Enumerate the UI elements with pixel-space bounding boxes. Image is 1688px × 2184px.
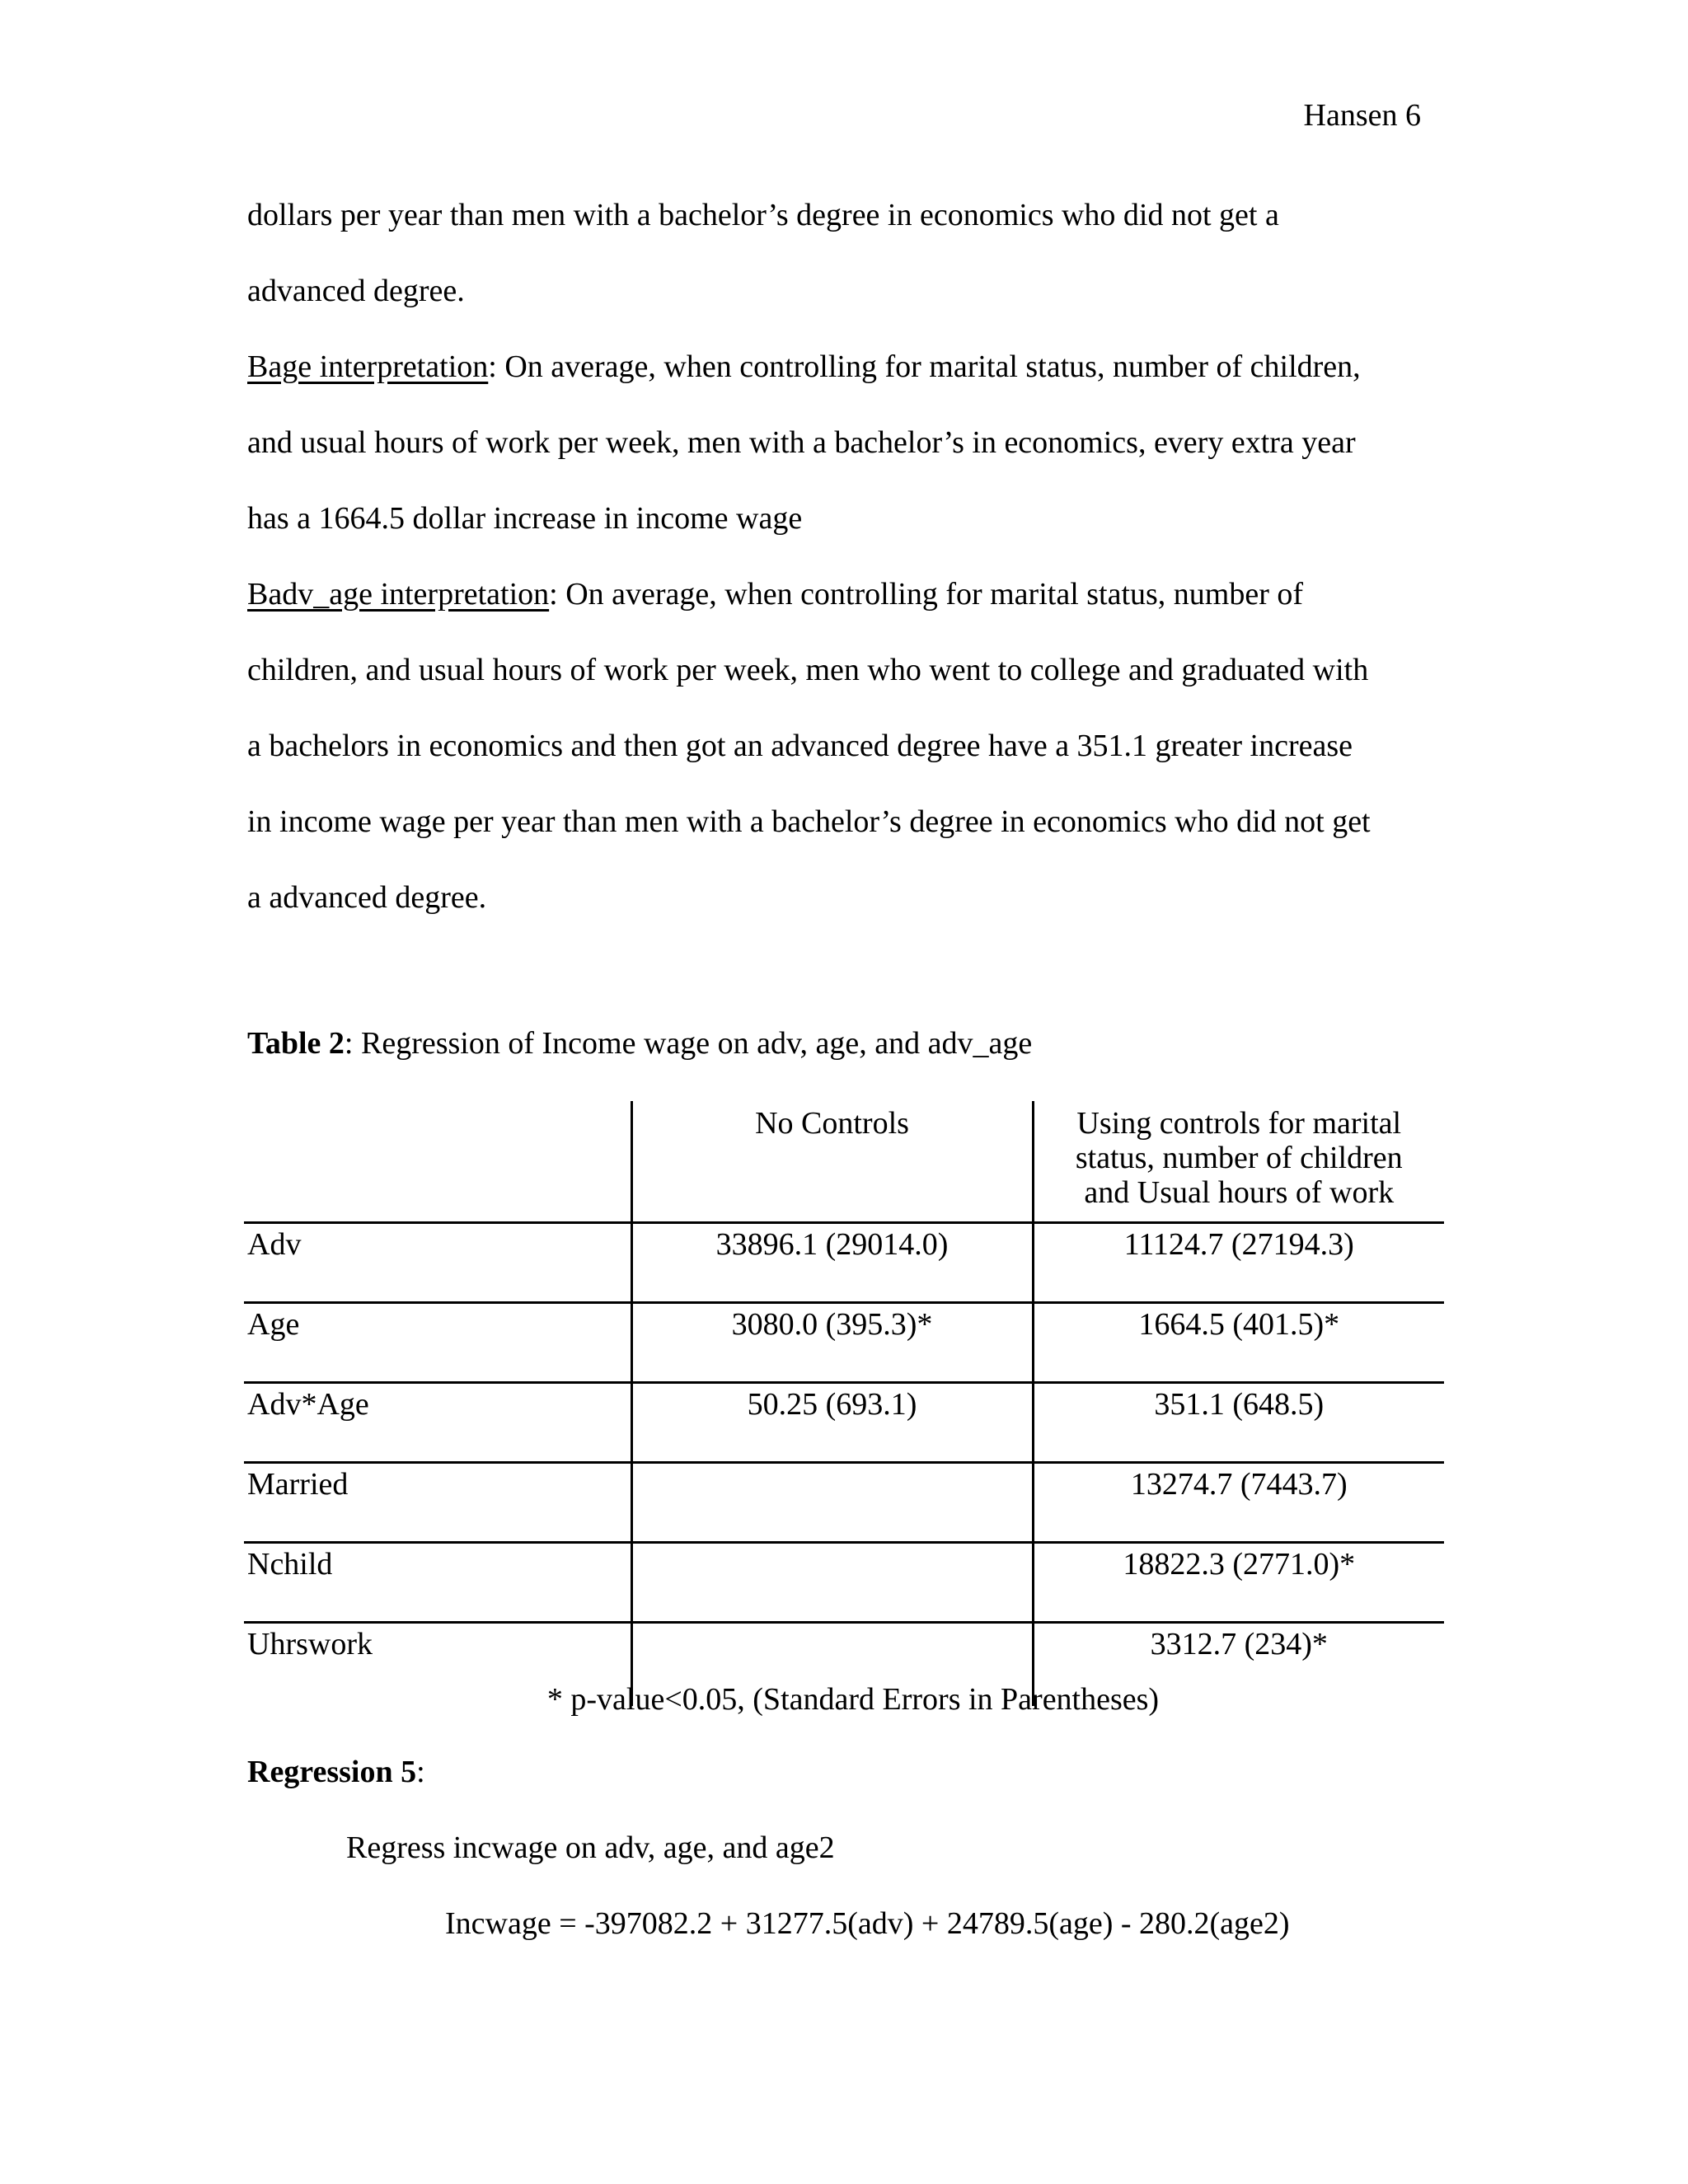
bage-paragraph-line-1 [247, 351, 1361, 382]
body-line-1: dollars per year than men with a bachelor’s degree in economics who did not get a [247, 198, 1279, 232]
table-row [244, 1463, 1444, 1543]
row-label: Adv [247, 1227, 302, 1262]
table-row [244, 1303, 1444, 1383]
badv-label: Badv_age interpretation [247, 577, 550, 612]
cell-controls: 18822.3 (2771.0)* [1123, 1547, 1356, 1582]
table-row [244, 1543, 1444, 1623]
table-row [244, 1383, 1444, 1463]
cell-no-controls [631, 1543, 1033, 1623]
header-cell-controls: Using controls for marital status, number of children and Usual hours of work [1075, 1106, 1403, 1210]
badv-paragraph-line-3: a bachelors in economics and then got an advanced degree have a 351.1 greater increase [247, 729, 1353, 763]
cell-no-controls: 33896.1 (29014.0) [631, 1223, 1033, 1303]
badv-paragraph-line-5: a advanced degree. [247, 880, 487, 915]
table-footnote: * p-value<0.05, (Standard Errors in Parentheses) [546, 1682, 1160, 1717]
row-label: Uhrswork [247, 1627, 373, 1661]
cell-controls: 3312.7 (234)* [1150, 1627, 1328, 1661]
table-header-row [244, 1101, 1444, 1223]
bage-text-1: : On average, when controlling for marital status, number of children, [488, 349, 1361, 384]
badv-paragraph-line-1 [247, 579, 1303, 610]
row-label: Nchild [247, 1547, 333, 1582]
cell-controls: 351.1 (648.5) [1154, 1387, 1325, 1422]
bage-paragraph-line-3: has a 1664.5 dollar increase in income wage [247, 501, 803, 536]
running-head: Hansen 6 [1303, 98, 1421, 133]
regression-5-description: Regress incwage on adv, age, and age2 [346, 1830, 835, 1865]
badv-text-1: : On average, when controlling for marital status, number of [549, 577, 1304, 612]
table-caption-label: Table 2 [247, 1026, 345, 1061]
cell-no-controls: 3080.0 (395.3)* [631, 1303, 1033, 1383]
regression-5-colon: : [416, 1755, 425, 1789]
bage-paragraph-line-2: and usual hours of work per week, men with a bachelor’s in economics, every extra year [247, 425, 1356, 460]
cell-no-controls: 50.25 (693.1) [631, 1383, 1033, 1463]
table-caption-text: : Regression of Income wage on adv, age, and adv_age [344, 1026, 1033, 1061]
row-label: Age [247, 1307, 300, 1342]
cell-controls: 11124.7 (27194.3) [1123, 1227, 1354, 1262]
regression-5-label: Regression 5 [247, 1755, 417, 1789]
regression-5-heading [247, 1754, 425, 1790]
cell-controls: 13274.7 (7443.7) [1130, 1467, 1348, 1502]
regression-5-equation: Incwage = -397082.2 + 31277.5(adv) + 24789.5(age) - 280.2(age2) [445, 1906, 1290, 1941]
header-cell-empty [244, 1101, 631, 1223]
header-cell-no-controls: No Controls [631, 1101, 1033, 1223]
cell-no-controls [631, 1463, 1033, 1543]
badv-paragraph-line-2: children, and usual hours of work per week, men who went to college and graduated with [247, 653, 1369, 687]
badv-paragraph-line-4: in income wage per year than men with a bachelor’s degree in economics who did not get [247, 804, 1371, 839]
table-caption [247, 1025, 1032, 1062]
row-label: Adv*Age [247, 1387, 369, 1422]
cell-controls: 1664.5 (401.5)* [1138, 1307, 1340, 1342]
regression-table [244, 1101, 1444, 1706]
row-label: Married [247, 1467, 349, 1502]
bage-label: Bage interpretation [247, 349, 489, 384]
table-row [244, 1223, 1444, 1303]
body-line-2: advanced degree. [247, 274, 465, 308]
